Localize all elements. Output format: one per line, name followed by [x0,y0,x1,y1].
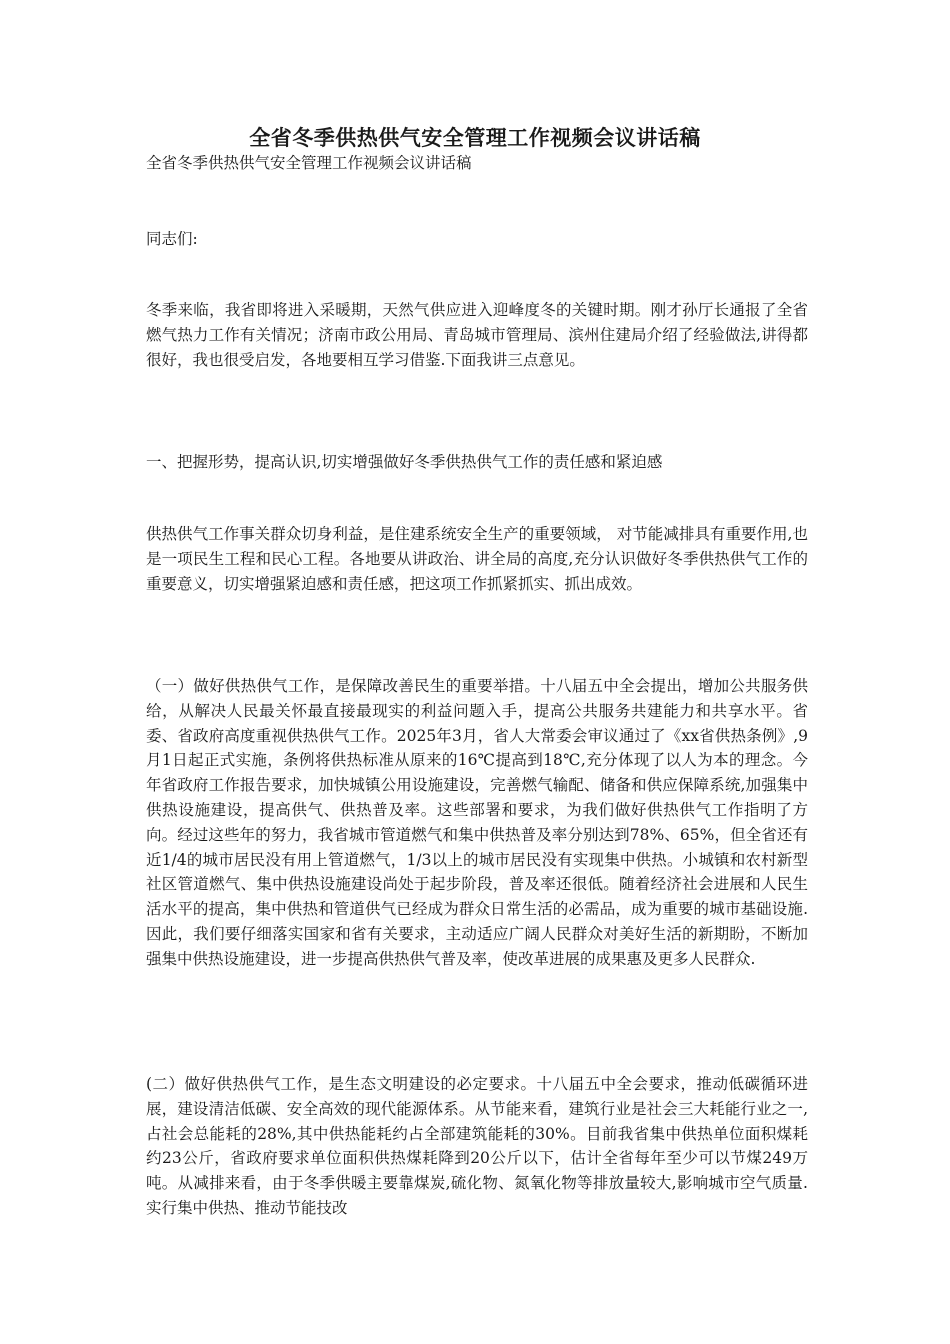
subsection-1-paragraph: （一）做好供热供气工作，是保障改善民生的重要举措。十八届五中全会提出，增加公共服务供给，从解决人民最关怀最直接最现实的利益问题入手，提高公共服务共建能力和共享水平。省委、省政府高度重视供热供气工作。2025年3月，省人大常委会审议通过了《xx省供热条例》,9月1日起正式实施，条例将供热标准从原来的16℃提高到18℃,充分体现了以人为本的理念。今年省政府工作报告要求，加快城镇公用设施建设，完善燃气输配、储备和供应保障系统,加强集中供热设施建设，提高供气、供热普及率。这些部署和要求，为我们做好供热供气工作指明了方向。经过这些年的努力，我省城市管道燃气和集中供热普及率分别达到78%、65%，但全省还有近1/4的城市居民没有用上管道燃气，1/3以上的城市居民没有实现集中供热。小城镇和农村新型社区管道燃气、集中供热设施建设尚处于起步阶段，普及率还很低。随着经济社会进展和人民生活水平的提高，集中供热和管道供气已经成为群众日常生活的必需品，成为重要的城市基础设施.因此，我们要仔细落实国家和省有关要求，主动适应广阔人民群众对美好生活的新期盼，不断加强集中供热设施建设，进一步提高供热供气普及率，使改革进展的成果惠及更多人民群众. [146,677,808,968]
document-title: 全省冬季供热供气安全管理工作视频会议讲话稿 [249,125,701,150]
document-subtitle: 全省冬季供热供气安全管理工作视频会议讲话稿 [146,154,472,172]
greeting-paragraph: 同志们: [146,230,198,248]
intro-paragraph: 冬季来临，我省即将进入采暖期，天然气供应进入迎峰度冬的关键时期。刚才孙厅长通报了全省燃气热力工作有关情况；济南市政公用局、青岛城市管理局、滨州住建局介绍了经验做法,讲得都很好，我也很受启发，各地要相互学习借鉴.下面我讲三点意见。 [146,301,808,369]
subsection-2-paragraph: (二）做好供热供气工作，是生态文明建设的必定要求。十八届五中全会要求，推动低碳循环进展，建设清洁低碳、安全高效的现代能源体系。从节能来看，建筑行业是社会三大耗能行业之一,占社会总能耗的28%,其中供热能耗约占全部建筑能耗的30%。目前我省集中供热单位面积煤耗约23公斤，省政府要求单位面积供热煤耗降到20公斤以下，估计全省每年至少可以节煤249万吨。从减排来看，由于冬季供暖主要靠煤炭,硫化物、氮氧化物等排放量较大,影响城市空气质量.实行集中供热、推动节能技改 [146,1075,808,1217]
section-heading-1: 一、把握形势，提高认识,切实增强做好冬季供热供气工作的责任感和紧迫感 [146,453,663,471]
section-1-body-paragraph: 供热供气工作事关群众切身利益，是住建系统安全生产的重要领域， 对节能减排具有重要作用,也是一项民生工程和民心工程。各地要从讲政治、讲全局的高度,充分认识做好冬季供热供气工作的重要意义，切实增强紧迫感和责任感，把这项工作抓紧抓实、抓出成效。 [146,525,808,593]
